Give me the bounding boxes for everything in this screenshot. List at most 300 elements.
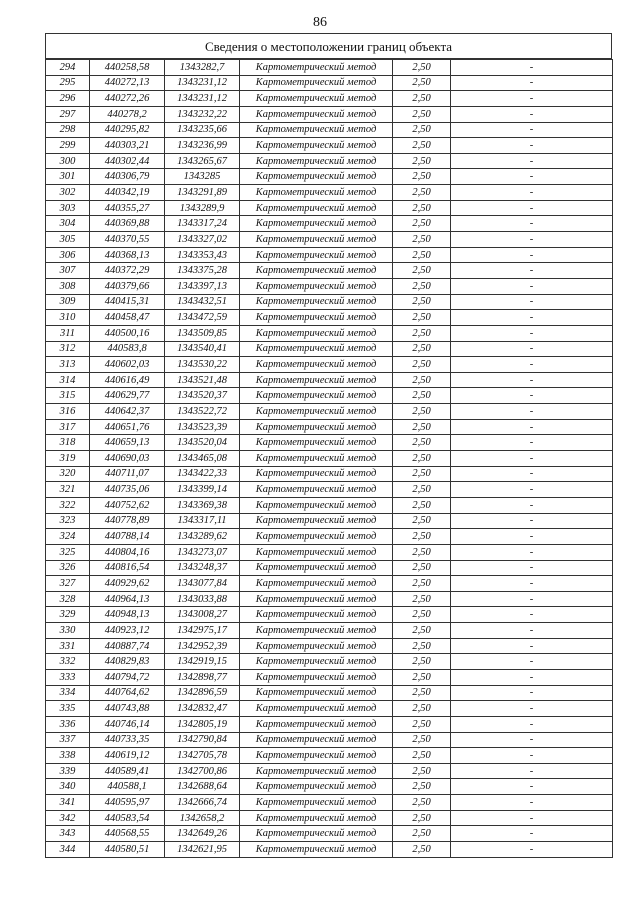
description-cell: -	[451, 623, 613, 639]
method-cell: Картометрический метод	[240, 638, 393, 654]
method-cell: Картометрический метод	[240, 451, 393, 467]
y-coordinate-cell: 1343375,28	[165, 263, 240, 279]
description-cell: -	[451, 560, 613, 576]
method-cell: Картометрический метод	[240, 310, 393, 326]
y-coordinate-cell: 1343397,13	[165, 278, 240, 294]
table-row	[46, 341, 613, 357]
table-row	[46, 60, 613, 76]
y-coordinate-cell: 1342898,77	[165, 669, 240, 685]
y-coordinate-cell: 1343236,99	[165, 138, 240, 154]
table-row	[46, 779, 613, 795]
x-coordinate-cell: 440690,03	[90, 451, 165, 467]
table-row	[46, 216, 613, 232]
accuracy-cell: 2,50	[393, 591, 451, 607]
point-number-cell: 316	[46, 404, 90, 420]
x-coordinate-cell: 440258,58	[90, 60, 165, 76]
point-number-cell: 309	[46, 294, 90, 310]
x-coordinate-cell: 440642,37	[90, 404, 165, 420]
y-coordinate-cell: 1342790,84	[165, 732, 240, 748]
accuracy-cell: 2,50	[393, 795, 451, 811]
description-cell: -	[451, 591, 613, 607]
accuracy-cell: 2,50	[393, 716, 451, 732]
accuracy-cell: 2,50	[393, 325, 451, 341]
table-row	[46, 607, 613, 623]
accuracy-cell: 2,50	[393, 372, 451, 388]
point-number-cell: 315	[46, 388, 90, 404]
x-coordinate-cell: 440379,66	[90, 278, 165, 294]
table-row	[46, 513, 613, 529]
x-coordinate-cell: 440711,07	[90, 466, 165, 482]
description-cell: -	[451, 122, 613, 138]
table-row	[46, 169, 613, 185]
method-cell: Картометрический метод	[240, 732, 393, 748]
accuracy-cell: 2,50	[393, 200, 451, 216]
table-row	[46, 701, 613, 717]
method-cell: Картометрический метод	[240, 357, 393, 373]
y-coordinate-cell: 1343265,67	[165, 153, 240, 169]
point-number-cell: 339	[46, 763, 90, 779]
x-coordinate-cell: 440458,47	[90, 310, 165, 326]
point-number-cell: 324	[46, 529, 90, 545]
method-cell: Картометрический метод	[240, 576, 393, 592]
point-number-cell: 333	[46, 669, 90, 685]
description-cell: -	[451, 216, 613, 232]
accuracy-cell: 2,50	[393, 654, 451, 670]
method-cell: Картометрический метод	[240, 685, 393, 701]
description-cell: -	[451, 91, 613, 107]
method-cell: Картометрический метод	[240, 106, 393, 122]
x-coordinate-cell: 440794,72	[90, 669, 165, 685]
x-coordinate-cell: 440602,03	[90, 357, 165, 373]
y-coordinate-cell: 1343317,11	[165, 513, 240, 529]
table-row	[46, 75, 613, 91]
x-coordinate-cell: 440589,41	[90, 763, 165, 779]
accuracy-cell: 2,50	[393, 810, 451, 826]
y-coordinate-cell: 1342658,2	[165, 810, 240, 826]
point-number-cell: 312	[46, 341, 90, 357]
y-coordinate-cell: 1343432,51	[165, 294, 240, 310]
accuracy-cell: 2,50	[393, 482, 451, 498]
table-row	[46, 372, 613, 388]
description-cell: -	[451, 763, 613, 779]
accuracy-cell: 2,50	[393, 544, 451, 560]
method-cell: Картометрический метод	[240, 169, 393, 185]
x-coordinate-cell: 440272,13	[90, 75, 165, 91]
y-coordinate-cell: 1342705,78	[165, 748, 240, 764]
method-cell: Картометрический метод	[240, 654, 393, 670]
table-row	[46, 810, 613, 826]
x-coordinate-cell: 440278,2	[90, 106, 165, 122]
method-cell: Картометрический метод	[240, 591, 393, 607]
point-number-cell: 301	[46, 169, 90, 185]
accuracy-cell: 2,50	[393, 701, 451, 717]
method-cell: Картометрический метод	[240, 153, 393, 169]
method-cell: Картометрический метод	[240, 669, 393, 685]
y-coordinate-cell: 1343520,04	[165, 435, 240, 451]
y-coordinate-cell: 1343285	[165, 169, 240, 185]
y-coordinate-cell: 1342952,39	[165, 638, 240, 654]
method-cell: Картометрический метод	[240, 216, 393, 232]
point-number-cell: 298	[46, 122, 90, 138]
y-coordinate-cell: 1342832,47	[165, 701, 240, 717]
y-coordinate-cell: 1343530,22	[165, 357, 240, 373]
accuracy-cell: 2,50	[393, 294, 451, 310]
x-coordinate-cell: 440816,54	[90, 560, 165, 576]
description-cell: -	[451, 826, 613, 842]
point-number-cell: 311	[46, 325, 90, 341]
point-number-cell: 327	[46, 576, 90, 592]
point-number-cell: 337	[46, 732, 90, 748]
table-row	[46, 451, 613, 467]
description-cell: -	[451, 153, 613, 169]
x-coordinate-cell: 440415,31	[90, 294, 165, 310]
accuracy-cell: 2,50	[393, 497, 451, 513]
description-cell: -	[451, 247, 613, 263]
y-coordinate-cell: 1343289,9	[165, 200, 240, 216]
table-row	[46, 122, 613, 138]
x-coordinate-cell: 440651,76	[90, 419, 165, 435]
point-number-cell: 326	[46, 560, 90, 576]
x-coordinate-cell: 440595,97	[90, 795, 165, 811]
method-cell: Картометрический метод	[240, 185, 393, 201]
description-cell: -	[451, 732, 613, 748]
point-number-cell: 318	[46, 435, 90, 451]
point-number-cell: 322	[46, 497, 90, 513]
point-number-cell: 334	[46, 685, 90, 701]
table-row	[46, 748, 613, 764]
point-number-cell: 338	[46, 748, 90, 764]
table-row	[46, 576, 613, 592]
x-coordinate-cell: 440735,06	[90, 482, 165, 498]
y-coordinate-cell: 1343540,41	[165, 341, 240, 357]
table-row	[46, 388, 613, 404]
description-cell: -	[451, 325, 613, 341]
method-cell: Картометрический метод	[240, 529, 393, 545]
accuracy-cell: 2,50	[393, 513, 451, 529]
table-row	[46, 716, 613, 732]
method-cell: Картометрический метод	[240, 75, 393, 91]
method-cell: Картометрический метод	[240, 247, 393, 263]
method-cell: Картометрический метод	[240, 560, 393, 576]
x-coordinate-cell: 440923,12	[90, 623, 165, 639]
y-coordinate-cell: 1343077,84	[165, 576, 240, 592]
y-coordinate-cell: 1343232,22	[165, 106, 240, 122]
description-cell: -	[451, 138, 613, 154]
x-coordinate-cell: 440369,88	[90, 216, 165, 232]
x-coordinate-cell: 440568,55	[90, 826, 165, 842]
x-coordinate-cell: 440272,26	[90, 91, 165, 107]
table-row	[46, 325, 613, 341]
description-cell: -	[451, 404, 613, 420]
x-coordinate-cell: 440370,55	[90, 232, 165, 248]
y-coordinate-cell: 1343523,39	[165, 419, 240, 435]
description-cell: -	[451, 357, 613, 373]
accuracy-cell: 2,50	[393, 122, 451, 138]
method-cell: Картометрический метод	[240, 138, 393, 154]
method-cell: Картометрический метод	[240, 435, 393, 451]
table-row	[46, 591, 613, 607]
point-number-cell: 294	[46, 60, 90, 76]
table-row	[46, 623, 613, 639]
method-cell: Картометрический метод	[240, 294, 393, 310]
method-cell: Картометрический метод	[240, 419, 393, 435]
accuracy-cell: 2,50	[393, 826, 451, 842]
table-row	[46, 482, 613, 498]
point-number-cell: 295	[46, 75, 90, 91]
point-number-cell: 304	[46, 216, 90, 232]
accuracy-cell: 2,50	[393, 106, 451, 122]
accuracy-cell: 2,50	[393, 435, 451, 451]
description-cell: -	[451, 294, 613, 310]
accuracy-cell: 2,50	[393, 419, 451, 435]
description-cell: -	[451, 779, 613, 795]
method-cell: Картометрический метод	[240, 263, 393, 279]
table-row	[46, 560, 613, 576]
point-number-cell: 331	[46, 638, 90, 654]
table-row	[46, 106, 613, 122]
accuracy-cell: 2,50	[393, 169, 451, 185]
boundary-sheet	[45, 33, 612, 858]
y-coordinate-cell: 1343231,12	[165, 91, 240, 107]
table-row	[46, 685, 613, 701]
x-coordinate-cell: 440778,89	[90, 513, 165, 529]
table-row	[46, 153, 613, 169]
description-cell: -	[451, 544, 613, 560]
accuracy-cell: 2,50	[393, 404, 451, 420]
point-number-cell: 332	[46, 654, 90, 670]
description-cell: -	[451, 185, 613, 201]
point-number-cell: 340	[46, 779, 90, 795]
point-number-cell: 296	[46, 91, 90, 107]
method-cell: Картометрический метод	[240, 497, 393, 513]
description-cell: -	[451, 748, 613, 764]
x-coordinate-cell: 440629,77	[90, 388, 165, 404]
description-cell: -	[451, 654, 613, 670]
accuracy-cell: 2,50	[393, 278, 451, 294]
x-coordinate-cell: 440964,13	[90, 591, 165, 607]
point-number-cell: 317	[46, 419, 90, 435]
description-cell: -	[451, 232, 613, 248]
description-cell: -	[451, 451, 613, 467]
point-number-cell: 305	[46, 232, 90, 248]
table-row	[46, 404, 613, 420]
table-row	[46, 497, 613, 513]
table-row	[46, 138, 613, 154]
y-coordinate-cell: 1343317,24	[165, 216, 240, 232]
point-number-cell: 330	[46, 623, 90, 639]
y-coordinate-cell: 1343033,88	[165, 591, 240, 607]
y-coordinate-cell: 1343353,43	[165, 247, 240, 263]
point-number-cell: 342	[46, 810, 90, 826]
x-coordinate-cell: 440619,12	[90, 748, 165, 764]
method-cell: Картометрический метод	[240, 341, 393, 357]
accuracy-cell: 2,50	[393, 247, 451, 263]
description-cell: -	[451, 169, 613, 185]
accuracy-cell: 2,50	[393, 357, 451, 373]
table-row	[46, 91, 613, 107]
method-cell: Картометрический метод	[240, 91, 393, 107]
x-coordinate-cell: 440372,29	[90, 263, 165, 279]
x-coordinate-cell: 440752,62	[90, 497, 165, 513]
x-coordinate-cell: 440306,79	[90, 169, 165, 185]
table-row	[46, 795, 613, 811]
method-cell: Картометрический метод	[240, 482, 393, 498]
description-cell: -	[451, 435, 613, 451]
point-number-cell: 310	[46, 310, 90, 326]
table-row	[46, 247, 613, 263]
description-cell: -	[451, 482, 613, 498]
x-coordinate-cell: 440583,8	[90, 341, 165, 357]
x-coordinate-cell: 440887,74	[90, 638, 165, 654]
x-coordinate-cell: 440368,13	[90, 247, 165, 263]
table-row	[46, 842, 613, 858]
y-coordinate-cell: 1343273,07	[165, 544, 240, 560]
y-coordinate-cell: 1343509,85	[165, 325, 240, 341]
description-cell: -	[451, 388, 613, 404]
x-coordinate-cell: 440580,51	[90, 842, 165, 858]
accuracy-cell: 2,50	[393, 232, 451, 248]
x-coordinate-cell: 440764,62	[90, 685, 165, 701]
x-coordinate-cell: 440500,16	[90, 325, 165, 341]
method-cell: Картометрический метод	[240, 466, 393, 482]
y-coordinate-cell: 1342649,26	[165, 826, 240, 842]
description-cell: -	[451, 513, 613, 529]
table-row	[46, 310, 613, 326]
x-coordinate-cell: 440659,13	[90, 435, 165, 451]
table-row	[46, 654, 613, 670]
accuracy-cell: 2,50	[393, 310, 451, 326]
point-number-cell: 341	[46, 795, 90, 811]
table-row	[46, 232, 613, 248]
point-number-cell: 302	[46, 185, 90, 201]
description-cell: -	[451, 497, 613, 513]
x-coordinate-cell: 440948,13	[90, 607, 165, 623]
description-cell: -	[451, 341, 613, 357]
accuracy-cell: 2,50	[393, 341, 451, 357]
description-cell: -	[451, 810, 613, 826]
table-row	[46, 263, 613, 279]
point-number-cell: 335	[46, 701, 90, 717]
method-cell: Картометрический метод	[240, 278, 393, 294]
point-number-cell: 343	[46, 826, 90, 842]
y-coordinate-cell: 1343465,08	[165, 451, 240, 467]
y-coordinate-cell: 1343289,62	[165, 529, 240, 545]
method-cell: Картометрический метод	[240, 623, 393, 639]
y-coordinate-cell: 1343422,33	[165, 466, 240, 482]
table-row	[46, 732, 613, 748]
description-cell: -	[451, 106, 613, 122]
y-coordinate-cell: 1343472,59	[165, 310, 240, 326]
method-cell: Картометрический метод	[240, 122, 393, 138]
accuracy-cell: 2,50	[393, 623, 451, 639]
method-cell: Картометрический метод	[240, 544, 393, 560]
point-number-cell: 344	[46, 842, 90, 858]
description-cell: -	[451, 638, 613, 654]
y-coordinate-cell: 1343235,66	[165, 122, 240, 138]
x-coordinate-cell: 440295,82	[90, 122, 165, 138]
description-cell: -	[451, 607, 613, 623]
accuracy-cell: 2,50	[393, 607, 451, 623]
method-cell: Картометрический метод	[240, 763, 393, 779]
method-cell: Картометрический метод	[240, 513, 393, 529]
y-coordinate-cell: 1342700,86	[165, 763, 240, 779]
y-coordinate-cell: 1342805,19	[165, 716, 240, 732]
x-coordinate-cell: 440829,83	[90, 654, 165, 670]
table-row	[46, 763, 613, 779]
accuracy-cell: 2,50	[393, 466, 451, 482]
point-number-cell: 300	[46, 153, 90, 169]
description-cell: -	[451, 795, 613, 811]
method-cell: Картометрический метод	[240, 388, 393, 404]
x-coordinate-cell: 440302,44	[90, 153, 165, 169]
description-cell: -	[451, 372, 613, 388]
method-cell: Картометрический метод	[240, 842, 393, 858]
description-cell: -	[451, 529, 613, 545]
point-number-cell: 306	[46, 247, 90, 263]
y-coordinate-cell: 1343399,14	[165, 482, 240, 498]
table-row	[46, 294, 613, 310]
x-coordinate-cell: 440342,19	[90, 185, 165, 201]
y-coordinate-cell: 1343291,89	[165, 185, 240, 201]
y-coordinate-cell: 1343520,37	[165, 388, 240, 404]
table-row	[46, 419, 613, 435]
point-number-cell: 329	[46, 607, 90, 623]
accuracy-cell: 2,50	[393, 153, 451, 169]
accuracy-cell: 2,50	[393, 560, 451, 576]
point-number-cell: 314	[46, 372, 90, 388]
description-cell: -	[451, 75, 613, 91]
method-cell: Картометрический метод	[240, 795, 393, 811]
accuracy-cell: 2,50	[393, 732, 451, 748]
point-number-cell: 321	[46, 482, 90, 498]
page-number: 86	[313, 15, 327, 30]
description-cell: -	[451, 263, 613, 279]
x-coordinate-cell: 440355,27	[90, 200, 165, 216]
y-coordinate-cell: 1342919,15	[165, 654, 240, 670]
y-coordinate-cell: 1343521,48	[165, 372, 240, 388]
description-cell: -	[451, 685, 613, 701]
point-number-cell: 299	[46, 138, 90, 154]
method-cell: Картометрический метод	[240, 200, 393, 216]
y-coordinate-cell: 1343522,72	[165, 404, 240, 420]
accuracy-cell: 2,50	[393, 91, 451, 107]
point-number-cell: 320	[46, 466, 90, 482]
x-coordinate-cell: 440616,49	[90, 372, 165, 388]
accuracy-cell: 2,50	[393, 138, 451, 154]
x-coordinate-cell: 440733,35	[90, 732, 165, 748]
description-cell: -	[451, 466, 613, 482]
x-coordinate-cell: 440929,62	[90, 576, 165, 592]
y-coordinate-cell: 1343231,12	[165, 75, 240, 91]
description-cell: -	[451, 716, 613, 732]
description-cell: -	[451, 842, 613, 858]
x-coordinate-cell: 440804,16	[90, 544, 165, 560]
table-row	[46, 185, 613, 201]
accuracy-cell: 2,50	[393, 75, 451, 91]
method-cell: Картометрический метод	[240, 325, 393, 341]
point-number-cell: 297	[46, 106, 90, 122]
description-cell: -	[451, 278, 613, 294]
accuracy-cell: 2,50	[393, 779, 451, 795]
point-number-cell: 307	[46, 263, 90, 279]
y-coordinate-cell: 1343369,38	[165, 497, 240, 513]
y-coordinate-cell: 1343327,02	[165, 232, 240, 248]
x-coordinate-cell: 440746,14	[90, 716, 165, 732]
description-cell: -	[451, 200, 613, 216]
table-row	[46, 529, 613, 545]
point-number-cell: 325	[46, 544, 90, 560]
accuracy-cell: 2,50	[393, 60, 451, 76]
